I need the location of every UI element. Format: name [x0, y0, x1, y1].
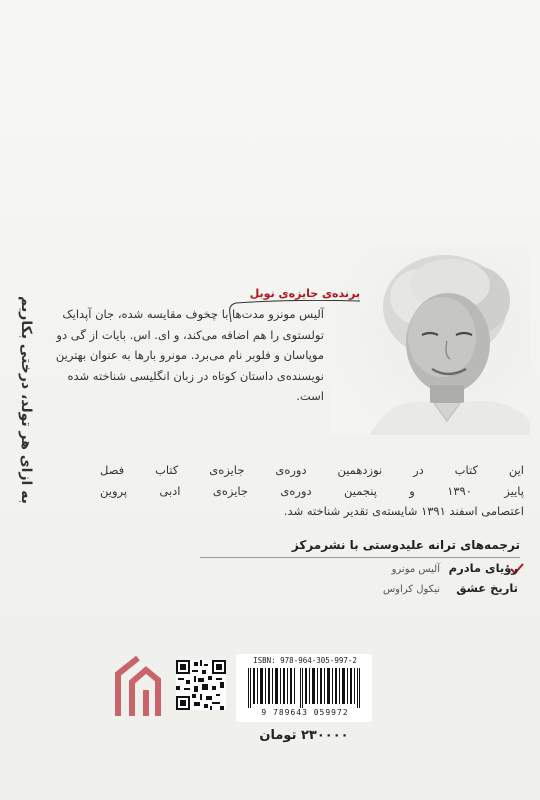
spine-text: به ازای هر تولد، درختی بکاریم	[18, 296, 35, 504]
publisher-logo	[108, 652, 168, 720]
bio-line: نویسنده‌ی داستان کوتاه در زبان انگلیسی شناخته شده	[67, 368, 324, 383]
award-line: پاییز ۱۳۹۰ و پنجمین دوره‌ی جایزه‌ی ادبی پروین	[100, 483, 524, 498]
bio-line: است.	[296, 389, 324, 403]
bio-line: تولستوی را هم اضافه می‌کند، و ای. اس. بایات از گی دو	[56, 327, 324, 342]
award-line: این کتاب در نوزدهمین دوره‌ی جایزه‌ی کتاب فصل	[100, 463, 524, 477]
bio-line: موپاسان و فلوبر نام می‌برد. مونرو بارها به عنوان بهترین	[55, 348, 324, 362]
series-divider	[200, 557, 520, 558]
nobel-prize-label: برنده‌ی جایزه‌ی نوبل	[249, 287, 360, 300]
book-author: آلیس مونرو	[391, 564, 440, 575]
book-title: تاریخ عشق	[456, 581, 518, 595]
author-bio	[55, 304, 324, 407]
award-line: اعتصامی اسفند ۱۳۹۱ شایسته‌ی تقدیر شناخته شد.	[283, 504, 524, 518]
book-title: رؤیای مادرم	[448, 561, 518, 575]
qr-code	[176, 660, 226, 710]
book-author: نیکول کراوس	[382, 584, 440, 595]
award-note	[100, 460, 524, 522]
price: ۲۳۰۰۰۰ تومان	[259, 728, 349, 743]
series-title: ترجمه‌های ترانه علیدوستی با نشرمرکز	[291, 538, 520, 552]
series-book-item	[383, 581, 518, 595]
barcode-number: 9 789643 059972	[261, 708, 349, 717]
isbn: ISBN: 978-964-305-997-2	[253, 656, 357, 665]
series-book-item	[392, 561, 518, 575]
spine-slogan	[4, 250, 48, 550]
barcode	[244, 668, 366, 708]
author-portrait	[330, 245, 530, 435]
bio-line: آلیس مونرو مدت‌ها با چخوف مقایسه شده، جان آپدایک	[62, 307, 324, 321]
